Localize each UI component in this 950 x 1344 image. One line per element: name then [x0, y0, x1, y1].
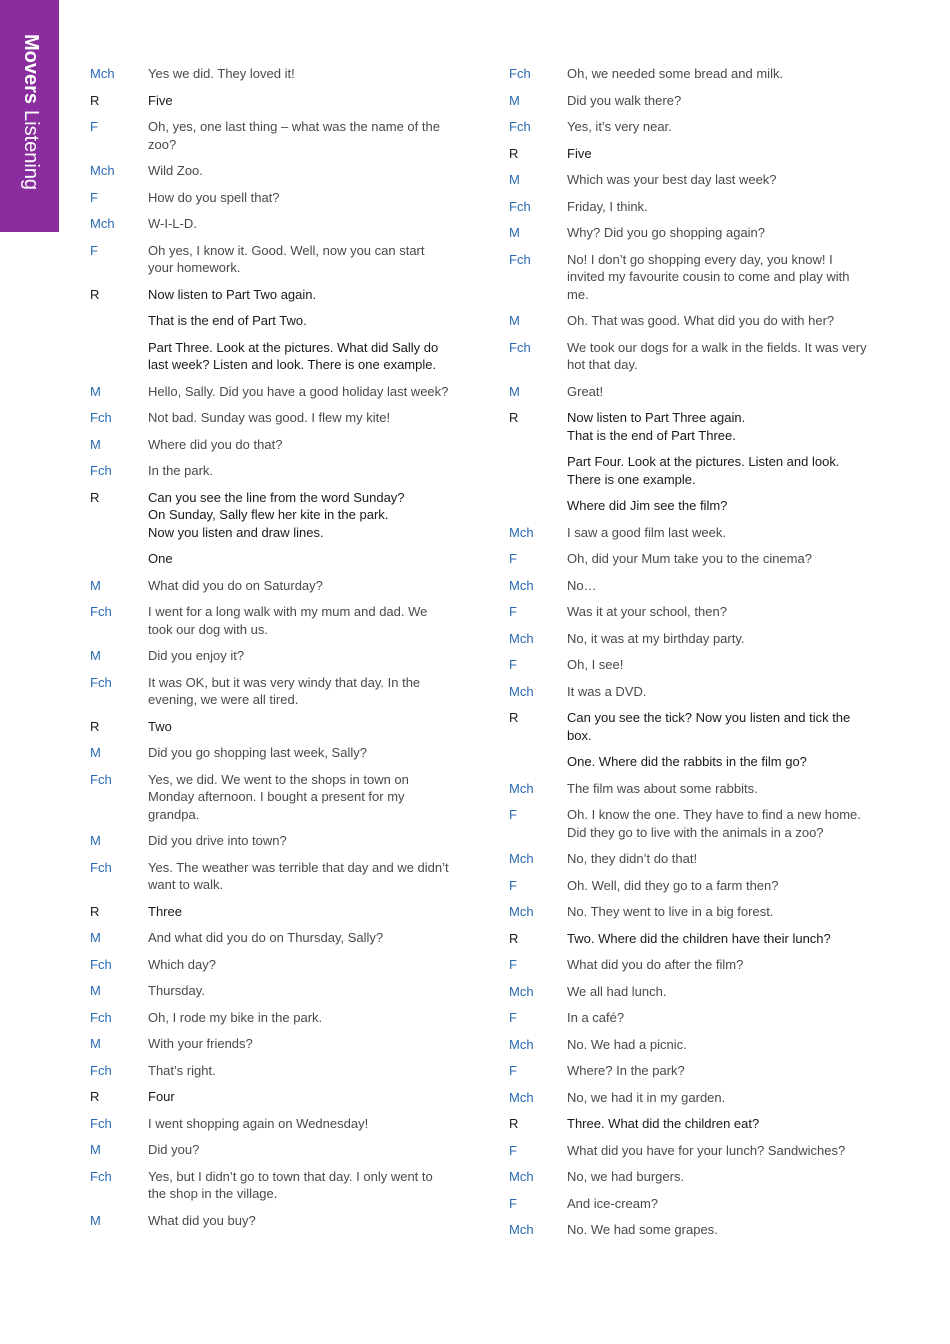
- rubric-text: Can you see the line from the word Sunday? On Sunday, Sally flew her kite in the park. Now you listen and draw lines.: [148, 489, 405, 540]
- transcript-line: [90, 65, 465, 83]
- rubric-text: Now listen to Part Three again. That is the end of Part Three.: [567, 410, 746, 443]
- speaker-label: R: [509, 710, 519, 725]
- speaker-label: M: [509, 313, 520, 328]
- dialogue-text: In the park.: [148, 463, 214, 478]
- speaker-label: Fch: [509, 251, 531, 267]
- speaker-label: M: [509, 172, 520, 187]
- transcript-line: [509, 753, 884, 771]
- speaker-label: Fch: [90, 463, 112, 478]
- dialogue-text: Yes, it’s very near.: [567, 119, 672, 134]
- dialogue-text: No, they didn’t do that!: [567, 851, 698, 866]
- transcript-line: [90, 1141, 465, 1159]
- dialogue-text: No, we had burgers.: [567, 1169, 685, 1184]
- speaker-label: Fch: [509, 119, 531, 134]
- transcript-line: [90, 1009, 465, 1027]
- speaker-label: M: [509, 92, 520, 108]
- speaker-label: Mch: [90, 216, 115, 231]
- transcript-line: [90, 409, 465, 427]
- transcript-line: [509, 903, 884, 921]
- speaker-label: Mch: [509, 1036, 534, 1052]
- dialogue-text: Oh, we needed some bread and milk.: [567, 66, 784, 81]
- transcript-line: [509, 1036, 884, 1054]
- transcript-line: [90, 550, 465, 568]
- speaker-label: R: [509, 930, 519, 946]
- speaker-label: M: [90, 436, 101, 452]
- transcript-line: [509, 683, 884, 701]
- speaker-label: Fch: [509, 198, 531, 214]
- dialogue-text: With your friends?: [148, 1036, 253, 1051]
- speaker-label: R: [509, 1116, 519, 1131]
- transcript-line: [509, 603, 884, 621]
- speaker-label: M: [90, 383, 101, 399]
- transcript-line: [509, 806, 884, 841]
- rubric-text: Five: [567, 145, 592, 161]
- dialogue-text: We took our dogs for a walk in the fields. It was very hot that day.: [567, 339, 867, 372]
- speaker-label: Mch: [509, 630, 534, 646]
- transcript-line: [509, 1089, 884, 1107]
- dialogue-text: Which day?: [148, 956, 216, 972]
- transcript-line: [509, 65, 884, 83]
- transcript-line: [509, 656, 884, 674]
- speaker-label: F: [509, 807, 517, 822]
- speaker-label: M: [90, 577, 101, 593]
- speaker-label: M: [90, 1142, 101, 1157]
- speaker-label: F: [509, 1010, 517, 1025]
- speaker-label: R: [509, 410, 519, 425]
- transcript-line: [90, 162, 465, 180]
- transcript-line: [509, 1221, 884, 1239]
- dialogue-text: No, it was at my birthday party.: [567, 630, 745, 646]
- transcript-line: [509, 524, 884, 542]
- transcript-line: [90, 744, 465, 762]
- dialogue-text: Did you?: [148, 1142, 200, 1157]
- speaker-label: M: [90, 833, 101, 848]
- transcript-line: [90, 982, 465, 1000]
- speaker-label: M: [90, 1212, 101, 1228]
- speaker-label: M: [90, 930, 101, 945]
- dialogue-text: Oh. Well, did they go to a farm then?: [567, 877, 779, 893]
- transcript-line: [90, 383, 465, 401]
- transcript-line: [90, 286, 465, 304]
- dialogue-text: Oh yes, I know it. Good. Well, now you can start your homework.: [148, 242, 425, 275]
- dialogue-text: Hello, Sally. Did you have a good holiday last week?: [148, 383, 449, 399]
- transcript-line: [90, 647, 465, 665]
- speaker-label: F: [509, 657, 517, 672]
- dialogue-text: No. They went to live in a big forest.: [567, 904, 774, 919]
- dialogue-text: And ice-cream?: [567, 1195, 659, 1211]
- speaker-label: R: [90, 92, 100, 108]
- transcript-line: [90, 92, 465, 110]
- speaker-label: Fch: [90, 771, 112, 787]
- dialogue-text: I went for a long walk with my mum and dad. We took our dog with us.: [148, 604, 428, 637]
- speaker-label: F: [509, 604, 517, 619]
- speaker-label: Mch: [509, 683, 534, 699]
- dialogue-text: Why? Did you go shopping again?: [567, 225, 766, 240]
- transcript-line: [509, 780, 884, 798]
- speaker-label: F: [509, 957, 517, 972]
- transcript-line: [509, 1168, 884, 1186]
- dialogue-text: Oh, I rode my bike in the park.: [148, 1009, 323, 1025]
- speaker-label: Fch: [90, 604, 112, 619]
- speaker-label: F: [509, 551, 517, 566]
- transcript-line: [90, 1168, 465, 1203]
- speaker-label: Fch: [90, 956, 112, 972]
- dialogue-text: Yes, but I didn’t go to town that day. I only went to the shop in the village.: [148, 1168, 433, 1201]
- dialogue-text: And what did you do on Thursday, Sally?: [148, 930, 384, 945]
- rubric-text: Part Four. Look at the pictures. Listen and look. There is one example.: [567, 454, 840, 487]
- transcript-line: [509, 983, 884, 1001]
- speaker-label: F: [90, 242, 98, 258]
- transcript-line: [90, 577, 465, 595]
- transcript-line: [90, 489, 465, 542]
- dialogue-text: Thursday.: [148, 983, 205, 998]
- transcript-line: [509, 1009, 884, 1027]
- speaker-label: Fch: [90, 1062, 112, 1078]
- speaker-label: R: [90, 718, 100, 734]
- dialogue-text: Oh, I see!: [567, 657, 624, 672]
- transcript-line: [509, 224, 884, 242]
- rubric-text: One: [148, 551, 173, 566]
- transcript-line: [509, 453, 884, 488]
- rubric-text: Five: [148, 92, 173, 108]
- dialogue-text: What did you buy?: [148, 1212, 256, 1228]
- transcript-column-left: [90, 65, 465, 1238]
- dialogue-text: Oh, did your Mum take you to the cinema?: [567, 551, 812, 566]
- transcript-line: [90, 1088, 465, 1106]
- speaker-label: Mch: [509, 577, 534, 593]
- speaker-label: Fch: [90, 859, 112, 875]
- dialogue-text: Not bad. Sunday was good. I flew my kite!: [148, 410, 391, 425]
- transcript-line: [509, 550, 884, 568]
- speaker-label: Fch: [90, 410, 112, 425]
- rubric-text: Where did Jim see the film?: [567, 498, 728, 513]
- rubric-text: Three. What did the children eat?: [567, 1116, 760, 1131]
- transcript-line: [509, 251, 884, 304]
- dialogue-text: What did you have for your lunch? Sandwiches?: [567, 1142, 846, 1158]
- speaker-label: Mch: [509, 1169, 534, 1184]
- dialogue-text: The film was about some rabbits.: [567, 780, 758, 796]
- transcript-line: [90, 242, 465, 277]
- rubric-text: Now listen to Part Two again.: [148, 286, 317, 302]
- transcript-line: [90, 118, 465, 153]
- transcript-line: [90, 956, 465, 974]
- speaker-label: Fch: [90, 1009, 112, 1025]
- rubric-text: Two: [148, 718, 172, 734]
- transcript-line: [509, 877, 884, 895]
- transcript-line: [509, 497, 884, 515]
- transcript-line: [509, 383, 884, 401]
- dialogue-text: I saw a good film last week.: [567, 524, 726, 540]
- speaker-label: R: [509, 145, 519, 161]
- transcript-line: [509, 577, 884, 595]
- dialogue-text: Yes we did. They loved it!: [148, 66, 295, 81]
- transcript-line: [90, 1062, 465, 1080]
- dialogue-text: Which was your best day last week?: [567, 172, 777, 187]
- speaker-label: M: [90, 648, 101, 663]
- dialogue-text: Did you drive into town?: [148, 833, 287, 848]
- transcript-line: [90, 674, 465, 709]
- speaker-label: Mch: [90, 163, 115, 178]
- speaker-label: R: [90, 286, 100, 302]
- speaker-label: Mch: [509, 983, 534, 999]
- transcript-line: [90, 903, 465, 921]
- transcript-line: [90, 1035, 465, 1053]
- speaker-label: M: [90, 1036, 101, 1051]
- speaker-label: Fch: [509, 339, 531, 355]
- speaker-label: Mch: [509, 851, 534, 866]
- speaker-label: M: [509, 383, 520, 399]
- dialogue-text: It was OK, but it was very windy that day. In the evening, we were all tired.: [148, 674, 421, 707]
- dialogue-text: Oh. That was good. What did you do with her?: [567, 313, 835, 328]
- speaker-label: Fch: [509, 66, 531, 81]
- rubric-text: One. Where did the rabbits in the film go?: [567, 754, 807, 769]
- speaker-label: F: [509, 1195, 517, 1211]
- transcript-line: [90, 718, 465, 736]
- speaker-label: F: [90, 189, 98, 205]
- transcript-line: [509, 312, 884, 330]
- rubric-text: Two. Where did the children have their lunch?: [567, 930, 831, 946]
- transcript-line: [509, 930, 884, 948]
- dialogue-text: We all had lunch.: [567, 983, 667, 999]
- transcript-line: [90, 929, 465, 947]
- speaker-label: F: [509, 877, 517, 893]
- rubric-text: Part Three. Look at the pictures. What did Sally do last week? Listen and look. There is one example.: [148, 339, 439, 372]
- transcript-line: [90, 312, 465, 330]
- transcript-line: [509, 630, 884, 648]
- transcript-line: [509, 1195, 884, 1213]
- rubric-text: Three: [148, 903, 182, 919]
- transcript-line: [509, 1115, 884, 1133]
- transcript-line: [90, 832, 465, 850]
- dialogue-text: W-I-L-D.: [148, 216, 197, 231]
- rubric-text: Four: [148, 1089, 175, 1104]
- speaker-label: F: [509, 1063, 517, 1078]
- section-tab-title-bold: Movers: [20, 34, 42, 105]
- transcript-line: [90, 339, 465, 374]
- dialogue-text: Oh. I know the one. They have to find a new home. Did they go to live with the animals in a zoo?: [567, 807, 861, 840]
- speaker-label: R: [90, 489, 100, 505]
- dialogue-text: No…: [567, 577, 597, 593]
- transcript-line: [509, 1142, 884, 1160]
- rubric-text: That is the end of Part Two.: [148, 313, 307, 328]
- dialogue-text: Did you enjoy it?: [148, 648, 245, 663]
- dialogue-text: I went shopping again on Wednesday!: [148, 1115, 369, 1131]
- transcript-column-right: [509, 65, 884, 1248]
- transcript-line: [90, 189, 465, 207]
- dialogue-text: That’s right.: [148, 1062, 216, 1078]
- dialogue-text: Wild Zoo.: [148, 163, 203, 178]
- transcript-line: [509, 198, 884, 216]
- transcript-line: [90, 1212, 465, 1230]
- dialogue-text: What did you do after the film?: [567, 957, 744, 972]
- dialogue-text: No. We had a picnic.: [567, 1036, 687, 1052]
- speaker-label: F: [509, 1142, 517, 1158]
- transcript-line: [509, 850, 884, 868]
- dialogue-text: In a café?: [567, 1010, 625, 1025]
- transcript-line: [509, 92, 884, 110]
- transcript-line: [90, 215, 465, 233]
- speaker-label: Mch: [509, 1222, 534, 1237]
- dialogue-text: No, we had it in my garden.: [567, 1089, 726, 1105]
- section-tab: [0, 0, 59, 232]
- transcript-line: [509, 956, 884, 974]
- dialogue-text: Where did you do that?: [148, 436, 283, 452]
- speaker-label: M: [509, 225, 520, 240]
- transcript-line: [90, 771, 465, 824]
- dialogue-text: Oh, yes, one last thing – what was the name of the zoo?: [148, 119, 440, 152]
- speaker-label: Mch: [509, 524, 534, 540]
- dialogue-text: Yes. The weather was terrible that day and we didn’t want to walk.: [148, 859, 449, 892]
- transcript-line: [509, 171, 884, 189]
- speaker-label: Mch: [90, 66, 115, 81]
- dialogue-text: What did you do on Saturday?: [148, 577, 323, 593]
- transcript-line: [509, 1062, 884, 1080]
- speaker-label: Mch: [509, 780, 534, 796]
- transcript-line: [90, 1115, 465, 1133]
- transcript-line: [509, 145, 884, 163]
- dialogue-text: No. We had some grapes.: [567, 1222, 718, 1237]
- speaker-label: R: [90, 1089, 100, 1104]
- speaker-label: M: [90, 745, 101, 760]
- dialogue-text: Did you walk there?: [567, 92, 682, 108]
- speaker-label: Fch: [90, 674, 112, 690]
- section-tab-label: [19, 34, 42, 190]
- section-tab-title-light: Listening: [20, 110, 42, 191]
- dialogue-text: No! I don’t go shopping every day, you know! I invited my favourite cousin to come and play with me.: [567, 251, 850, 302]
- dialogue-text: Great!: [567, 383, 604, 399]
- speaker-label: Fch: [90, 1168, 112, 1184]
- transcript-line: [90, 436, 465, 454]
- transcript-line: [90, 462, 465, 480]
- dialogue-text: How do you spell that?: [148, 189, 280, 205]
- rubric-text: Can you see the tick? Now you listen and tick the box.: [567, 710, 851, 743]
- speaker-label: Mch: [509, 904, 534, 919]
- dialogue-text: Did you go shopping last week, Sally?: [148, 745, 367, 760]
- transcript-line: [90, 603, 465, 638]
- dialogue-text: Friday, I think.: [567, 198, 648, 214]
- transcript-line: [90, 859, 465, 894]
- speaker-label: Mch: [509, 1089, 534, 1105]
- transcript-line: [509, 709, 884, 744]
- speaker-label: M: [90, 983, 101, 998]
- transcript-line: [509, 409, 884, 444]
- speaker-label: Fch: [90, 1115, 112, 1131]
- dialogue-text: Was it at your school, then?: [567, 604, 727, 619]
- transcript-line: [509, 118, 884, 136]
- speaker-label: R: [90, 903, 100, 919]
- dialogue-text: Where? In the park?: [567, 1063, 685, 1078]
- dialogue-text: It was a DVD.: [567, 683, 647, 699]
- dialogue-text: Yes, we did. We went to the shops in town on Monday afternoon. I bought a present for my grandpa.: [148, 771, 409, 822]
- speaker-label: F: [90, 119, 98, 134]
- transcript-line: [509, 339, 884, 374]
